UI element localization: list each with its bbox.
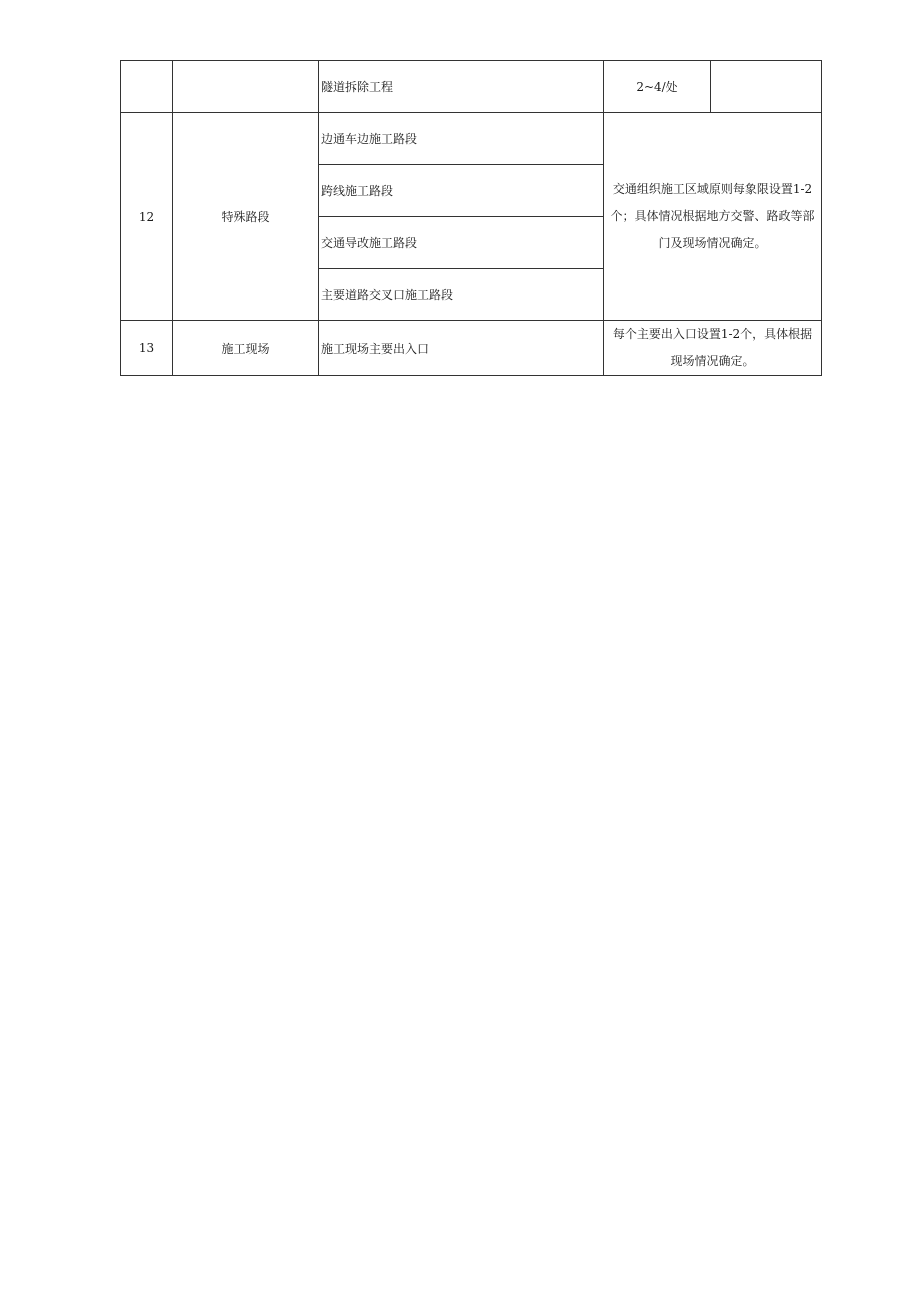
row-number-cell: 12 — [121, 113, 173, 321]
note-cell: 每个主要出入口设置1-2个，具体根据现场情况确定。 — [604, 321, 822, 376]
specification-table — [120, 60, 822, 376]
row-number-cell: 13 — [121, 321, 173, 376]
table-row — [121, 61, 822, 113]
item-cell: 跨线施工路段 — [319, 165, 604, 217]
category-cell — [173, 61, 319, 113]
category-cell: 施工现场 — [173, 321, 319, 376]
item-cell: 交通导改施工路段 — [319, 217, 604, 269]
item-cell: 隧道拆除工程 — [319, 61, 604, 113]
remark-cell — [711, 61, 822, 113]
table-row — [121, 113, 822, 165]
table-row — [121, 321, 822, 376]
note-cell: 交通组织施工区域原则每象限设置1-2个；具体情况根据地方交警、路政等部门及现场情况确定。 — [604, 113, 822, 321]
item-cell: 主要道路交叉口施工路段 — [319, 269, 604, 321]
item-cell: 施工现场主要出入口 — [319, 321, 604, 376]
category-cell: 特殊路段 — [173, 113, 319, 321]
quantity-cell: 2~4/处 — [604, 61, 711, 113]
row-number-cell — [121, 61, 173, 113]
item-cell: 边通车边施工路段 — [319, 113, 604, 165]
